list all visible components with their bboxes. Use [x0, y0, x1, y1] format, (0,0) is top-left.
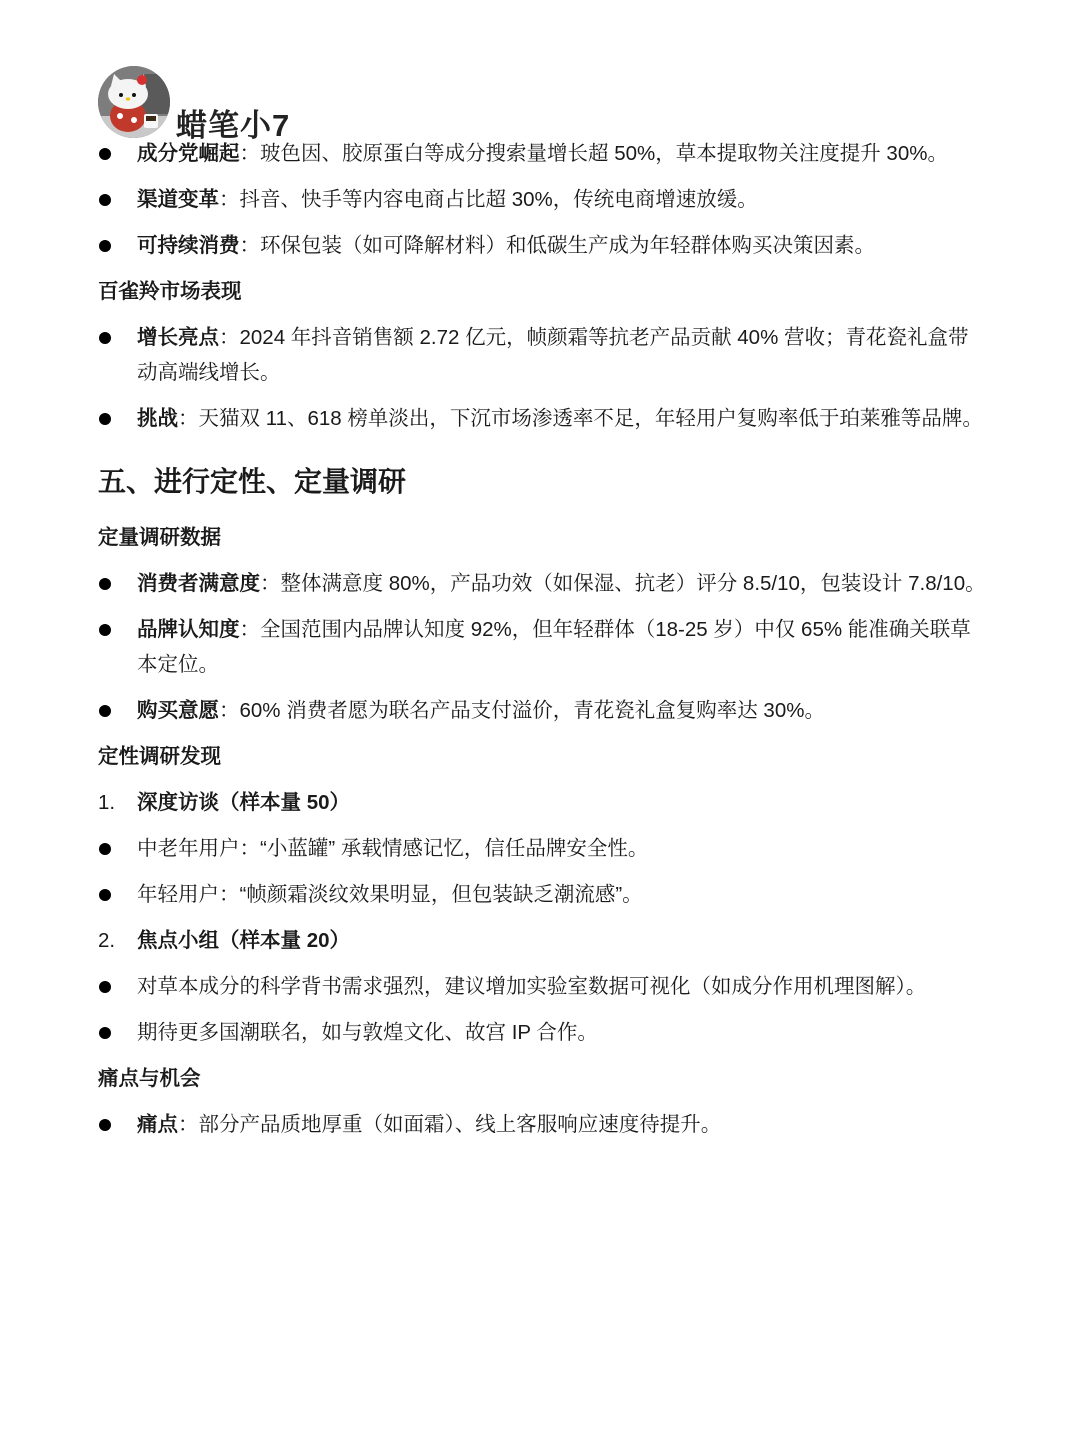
author-name: 蜡笔小7 — [176, 108, 291, 143]
author-header — [98, 66, 498, 146]
bullet-item — [98, 566, 988, 601]
numbered-item-title: 焦点小组（样本量 20） — [137, 929, 350, 952]
subsection-heading: 定量调研数据 — [98, 526, 221, 549]
bullet-text: 60% 消费者愿为联名产品支付溢价，青花瓷礼盒复购率达 30%。 — [239, 699, 825, 722]
numbered-item-title: 深度访谈（样本量 50） — [137, 791, 350, 814]
term-separator: ： — [178, 1113, 199, 1136]
subsection-heading: 百雀羚市场表现 — [98, 280, 242, 303]
bullet-text: 期待更多国潮联名，如与敦煌文化、故宫 IP 合作。 — [137, 1021, 598, 1044]
bullet-term: 挑战 — [137, 407, 178, 430]
bullet-term: 消费者满意度 — [137, 572, 260, 595]
numbered-item — [98, 923, 988, 958]
bullet-item — [98, 401, 988, 436]
bullet-term: 渠道变革 — [137, 188, 219, 211]
term-separator: ： — [178, 407, 199, 430]
bullet-item — [98, 612, 988, 682]
bullet-item — [98, 136, 988, 171]
term-separator: ： — [219, 699, 240, 722]
term-separator: ： — [260, 572, 281, 595]
bullet-dot-icon — [99, 332, 111, 344]
hello-kitty-avatar-icon — [98, 66, 170, 138]
subsection-heading: 定性调研发现 — [98, 745, 221, 768]
bullet-text: 2024 年抖音销售额 2.72 亿元，帧颜霜等抗老产品贡献 40% 营收；青花瓷礼盒带动高端线增长。 — [137, 326, 969, 384]
term-separator: ： — [219, 188, 240, 211]
bullet-dot-icon — [99, 705, 111, 717]
bullet-item — [98, 1015, 988, 1050]
bullet-term: 可持续消费 — [137, 234, 240, 257]
bullet-term: 增长亮点 — [137, 326, 219, 349]
bullet-dot-icon — [99, 624, 111, 636]
bullet-dot-icon — [99, 148, 111, 160]
item-number: 1. — [98, 791, 116, 814]
bullet-dot-icon — [99, 843, 111, 855]
bullet-item — [98, 228, 988, 263]
term-separator: ： — [239, 142, 260, 165]
section-heading: 五、进行定性、定量调研 — [98, 466, 407, 497]
bullet-dot-icon — [99, 194, 111, 206]
bullet-text: 天猫双 11、618 榜单淡出，下沉市场渗透率不足，年轻用户复购率低于珀莱雅等品牌。 — [198, 407, 983, 430]
bullet-dot-icon — [99, 1027, 111, 1039]
bullet-item — [98, 1107, 988, 1142]
bullet-term: 品牌认知度 — [137, 618, 240, 641]
bullet-dot-icon — [99, 981, 111, 993]
document-body — [98, 136, 988, 1153]
subsection-heading: 痛点与机会 — [98, 1067, 201, 1090]
bullet-dot-icon — [99, 240, 111, 252]
bullet-term: 痛点 — [137, 1113, 178, 1136]
bullet-text: 年轻用户：“帧颜霜淡纹效果明显，但包装缺乏潮流感”。 — [137, 883, 643, 906]
bullet-text: 整体满意度 80%，产品功效（如保湿、抗老）评分 8.5/10，包装设计 7.8/10。 — [280, 572, 986, 595]
numbered-item — [98, 785, 988, 820]
bullet-text: 抖音、快手等内容电商占比超 30%，传统电商增速放缓。 — [239, 188, 758, 211]
bullet-text: 玻色因、胶原蛋白等成分搜索量增长超 50%，草本提取物关注度提升 30%。 — [260, 142, 948, 165]
term-separator: ： — [239, 234, 260, 257]
bullet-text: 对草本成分的科学背书需求强烈，建议增加实验室数据可视化（如成分作用机理图解）。 — [137, 975, 927, 998]
bullet-item — [98, 320, 988, 390]
bullet-text: 部分产品质地厚重（如面霜）、线上客服响应速度待提升。 — [198, 1113, 722, 1136]
bullet-dot-icon — [99, 578, 111, 590]
item-number: 2. — [98, 929, 116, 952]
bullet-dot-icon — [99, 1119, 111, 1131]
bullet-text: 环保包装（如可降解材料）和低碳生产成为年轻群体购买决策因素。 — [260, 234, 875, 257]
bullet-item — [98, 831, 988, 866]
bullet-term: 购买意愿 — [137, 699, 219, 722]
bullet-text: 全国范围内品牌认知度 92%，但年轻群体（18-25 岁）中仅 65% 能准确关联草本定位。 — [137, 618, 971, 676]
term-separator: ： — [219, 326, 240, 349]
bullet-item — [98, 182, 988, 217]
bullet-dot-icon — [99, 889, 111, 901]
bullet-term: 成分党崛起 — [137, 142, 240, 165]
bullet-item — [98, 693, 988, 728]
bullet-item — [98, 877, 988, 912]
bullet-item — [98, 969, 988, 1004]
bullet-text: 中老年用户：“小蓝罐” 承载情感记忆，信任品牌安全性。 — [137, 837, 649, 860]
term-separator: ： — [239, 618, 260, 641]
bullet-dot-icon — [99, 413, 111, 425]
avatar[interactable] — [98, 66, 170, 138]
